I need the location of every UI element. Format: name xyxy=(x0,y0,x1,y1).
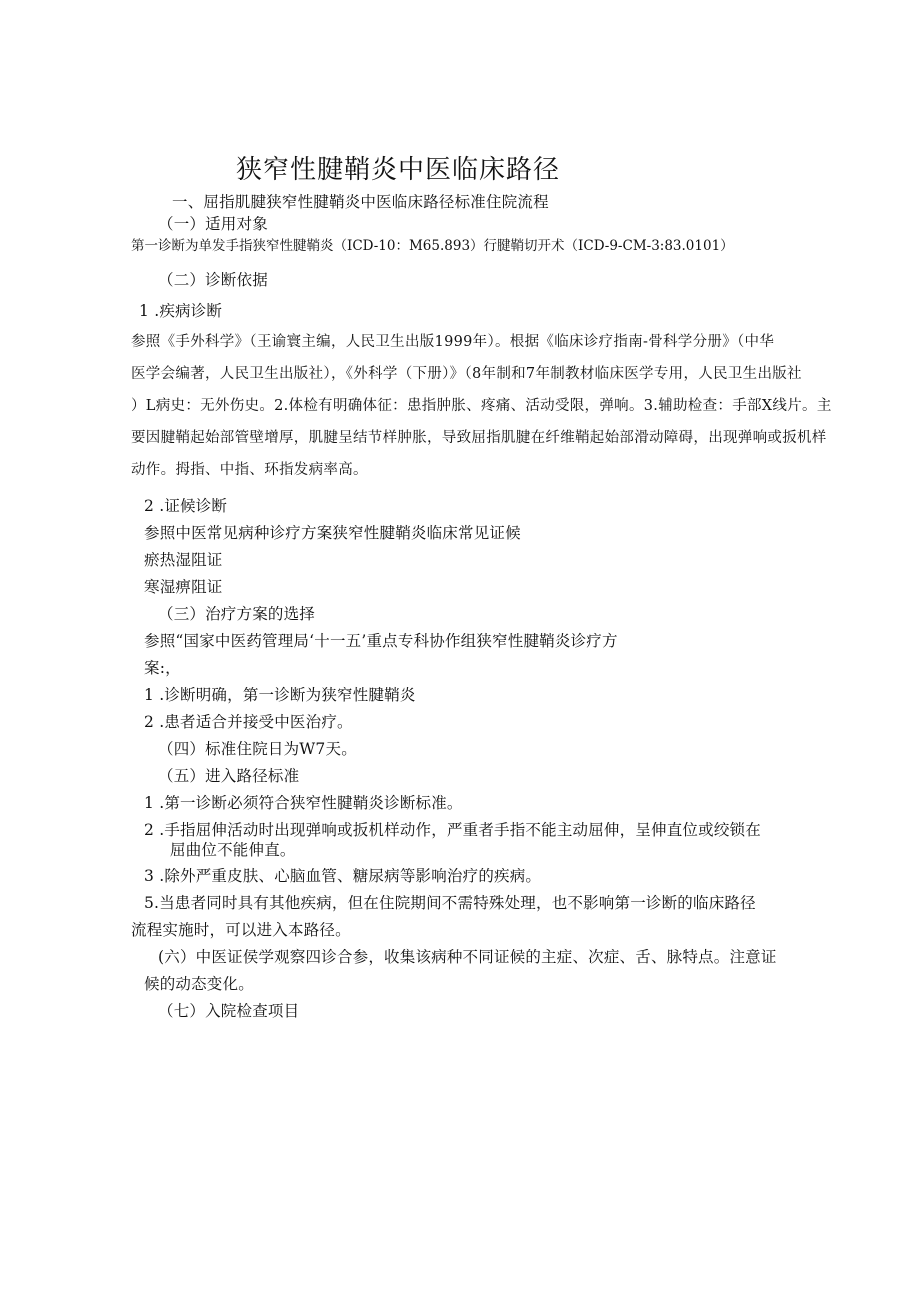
disease-diagnosis-heading: 1 .疾病诊断 xyxy=(139,302,223,320)
entry-item-continued: 屈曲位不能伸直。 xyxy=(170,841,296,859)
syndrome-item: 寒湿痹阻证 xyxy=(144,578,223,596)
entry-item: 1 .第一诊断必须符合狭窄性腱鞘炎诊断标准。 xyxy=(144,794,463,812)
subsection-heading-admission-tests: （七）入院检查项目 xyxy=(158,1002,300,1020)
treatment-reference-line: 参照“国家中医药管理局‘十一五’重点专科协作组狭窄性腱鞘炎诊疗方 xyxy=(144,632,618,650)
subsection-heading-observation: (六）中医证侯学观察四诊合参，收集该病种不同证候的主症、次症、舌、脉特点。注意证 xyxy=(158,948,777,966)
treatment-reference-line: 案:， xyxy=(144,659,181,677)
paragraph-line: 要因腱鞘起始部管壁增厚，肌腱呈结节样肿胀，导致屈指肌腱在纤维鞘起始部滑动障碍，出现弹响或扳机样 xyxy=(131,430,827,446)
paragraph-line: 参照《手外科学》（王谕寰主编，人民卫生出版1999年）。根据《临床诊疗指南-骨科学分册》（中华 xyxy=(131,334,775,350)
paragraph-line: 医学会编著，人民卫生出版社），《外科学（下册）》（8年制和7年制教材临床医学专用，人民卫生出版社 xyxy=(131,366,802,382)
paragraph-line: 动作。拇指、中指、环指发病率高。 xyxy=(131,462,368,478)
observation-continued: 候的动态变化。 xyxy=(144,975,254,993)
entry-item-continued: 流程实施时，可以进入本路径。 xyxy=(131,921,351,939)
entry-item: 2 .手指屈伸活动时出现弹响或扳机样动作，严重者手指不能主动屈伸，呈伸直位或绞锁在 xyxy=(144,821,761,839)
treatment-item: 2 .患者适合并接受中医治疗。 xyxy=(144,713,353,731)
subsection-heading-entry: （五）进入路径标准 xyxy=(158,767,300,785)
paragraph-line: ）L病史：无外伤史。2.体检有明确体征：患指肿胀、疼痛、活动受限，弹响。3.辅助检查：手部X线片。主 xyxy=(131,398,832,414)
entry-item: 5.当患者同时具有其他疾病，但在住院期间不需特殊处理，也不影响第一诊断的临床路径 xyxy=(144,894,756,912)
syndrome-reference: 参照中医常见病种诊疗方案狭窄性腱鞘炎临床常见证候 xyxy=(144,524,521,542)
syndrome-diagnosis-heading: 2 .证候诊断 xyxy=(144,497,228,515)
page-title: 狭窄性腱鞘炎中医临床路径 xyxy=(236,155,561,185)
scope-text: 第一诊断为单发手指狭窄性腱鞘炎（ICD-10：M65.893）行腱鞘切开术（ICD-9-CM-3:83.0101） xyxy=(131,238,734,254)
subsection-heading-scope: （一）适用对象 xyxy=(158,215,268,233)
treatment-item: 1 .诊断明确，第一诊断为狭窄性腱鞘炎 xyxy=(144,686,416,704)
section-heading-1: 一、屈指肌腱狭窄性腱鞘炎中医临床路径标准住院流程 xyxy=(172,193,549,211)
syndrome-item: 瘀热湿阻证 xyxy=(144,551,223,569)
subsection-heading-treatment: （三）治疗方案的选择 xyxy=(158,605,316,623)
subsection-heading-diagnosis: （二）诊断依据 xyxy=(158,271,268,289)
entry-item: 3 .除外严重皮肤、心脑血管、糖尿病等影响治疗的疾病。 xyxy=(144,867,542,885)
subsection-heading-stay: （四）标准住院日为W7天。 xyxy=(158,740,357,758)
